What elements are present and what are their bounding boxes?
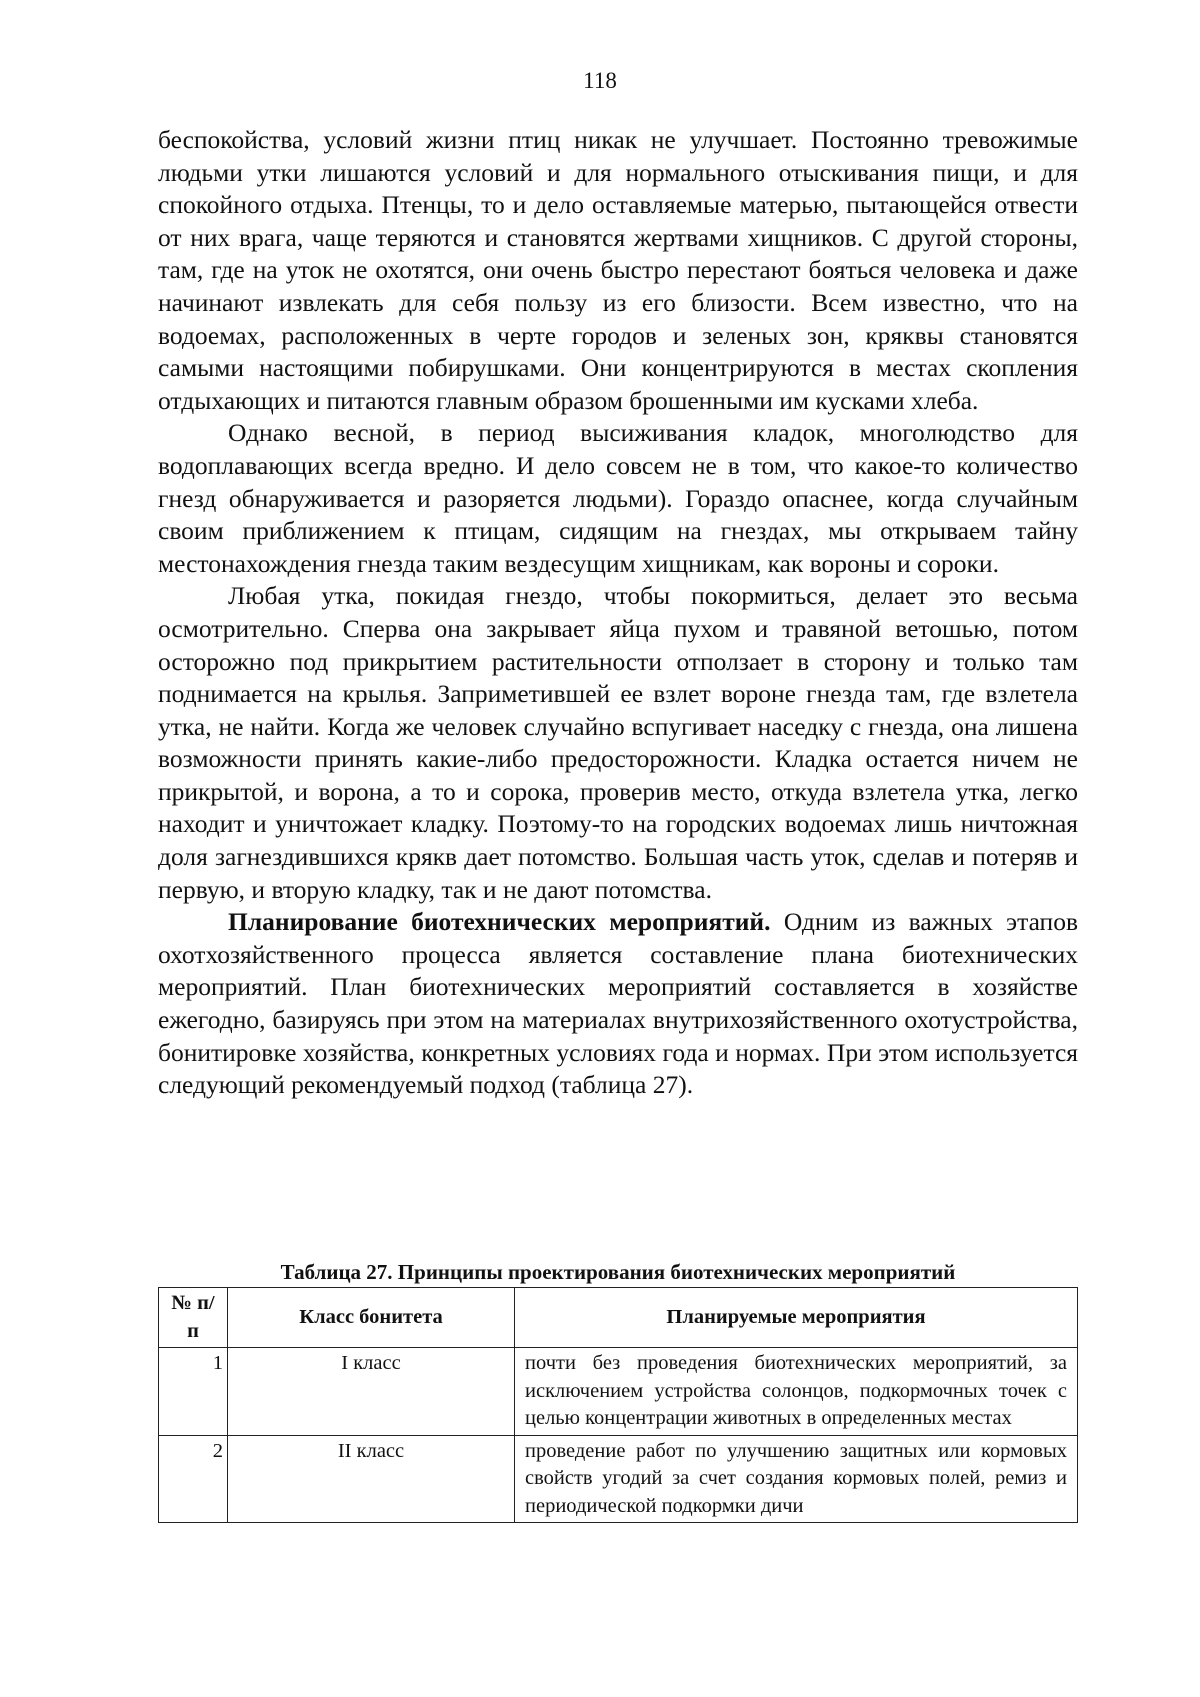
table-header-row [159, 1288, 1078, 1348]
row-class: II класс [228, 1435, 515, 1523]
row-plan: проведение работ по улучшению защитных или кормовых свойств угодий за счет создания кормовых полей, ремиз и периодической подкормки дичи [515, 1435, 1078, 1523]
bonitet-table [158, 1287, 1078, 1523]
row-plan: почти без проведения биотехнических мероприятий, за исключением устройства солонцов, подкормочных точек с целью концентрации животных в определенных местах [515, 1348, 1078, 1436]
body-text [158, 124, 1078, 1102]
row-number: 1 [159, 1348, 228, 1436]
row-class: I класс [228, 1348, 515, 1436]
page-number: 118 [583, 68, 617, 93]
paragraph-2: Однако весной, в период высиживания кладок, многолюдство для водоплавающих всегда вредно. И дело совсем не в том, что какое-то количество гнезд обнаруживается и разоряется людьми). Гораздо опаснее, когда случайным своим приближением к птицам, сидящим на гнездах, мы открываем тайну местонахождения гнезда таким вездесущим хищникам, как вороны и сороки. [158, 418, 1078, 578]
header-plan: Планируемые мероприятия [515, 1288, 1078, 1348]
paragraph-1: беспокойства, условий жизни птиц никак не улучшает. Постоянно тревожимые людьми утки лишаются условий и для нормального отыскивания пищи, и для спокойного отдыха. Птенцы, то и дело оставляемые матерью, пытающейся отвести от них врага, чаще теряются и становятся жертвами хищников. С другой стороны, там, где на уток не охотятся, они очень быстро перестают бояться человека и даже начинают извлекать для себя пользу из его близости. Всем известно, что на водоемах, расположенных в черте городов и зеленых зон, кряквы становятся самыми настоящими побирушками. Они концентрируются в местах скопления отдыхающих и питаются главным образом брошенными им кусками хлеба. [158, 125, 1078, 415]
header-number: № п/п [159, 1288, 228, 1348]
table-row [159, 1348, 1078, 1436]
paragraph-planning [158, 906, 1078, 1102]
table-row [159, 1435, 1078, 1523]
table-caption: Таблица 27. Принципы проектирования биотехнических мероприятий [280, 1260, 956, 1284]
planning-heading: Планирование биотехнических мероприятий. [228, 907, 771, 937]
planning-text: Одним из важных этапов охотхозяйственного процесса является составление плана биотехнических мероприятий. План биотехнических мероприятий составляется в хозяйстве ежегодно, базируясь при этом на материалах внутрихозяйственного охотустройства, бонитировке хозяйства, конкретных условиях года и нормах. При этом используется следующий рекомендуемый подход (таблица 27). [158, 907, 1078, 1100]
row-number: 2 [159, 1435, 228, 1523]
paragraph-3: Любая утка, покидая гнездо, чтобы покормиться, делает это весьма осмотрительно. Сперва она закрывает яйца пухом и травяной ветошью, потом осторожно под прикрытием растительности отползает в сторону и только там поднимается на крылья. Заприметившей ее взлет вороне гнезда там, где взлетела утка, не найти. Когда же человек случайно вспугивает наседку с гнезда, она лишена возможности принять какие-либо предосторожности. Кладка остается ничем не прикрытой, и ворона, а то и сорока, проверив место, откуда взлетела утка, легко находит и уничтожает кладку. Поэтому-то на городских водоемах лишь ничтожная доля загнездившихся крякв дает потомство. Большая часть уток, сделав и потеряв и первую, и вторую кладку, так и не дают потомства. [158, 581, 1078, 904]
header-class: Класс бонитета [228, 1288, 515, 1348]
